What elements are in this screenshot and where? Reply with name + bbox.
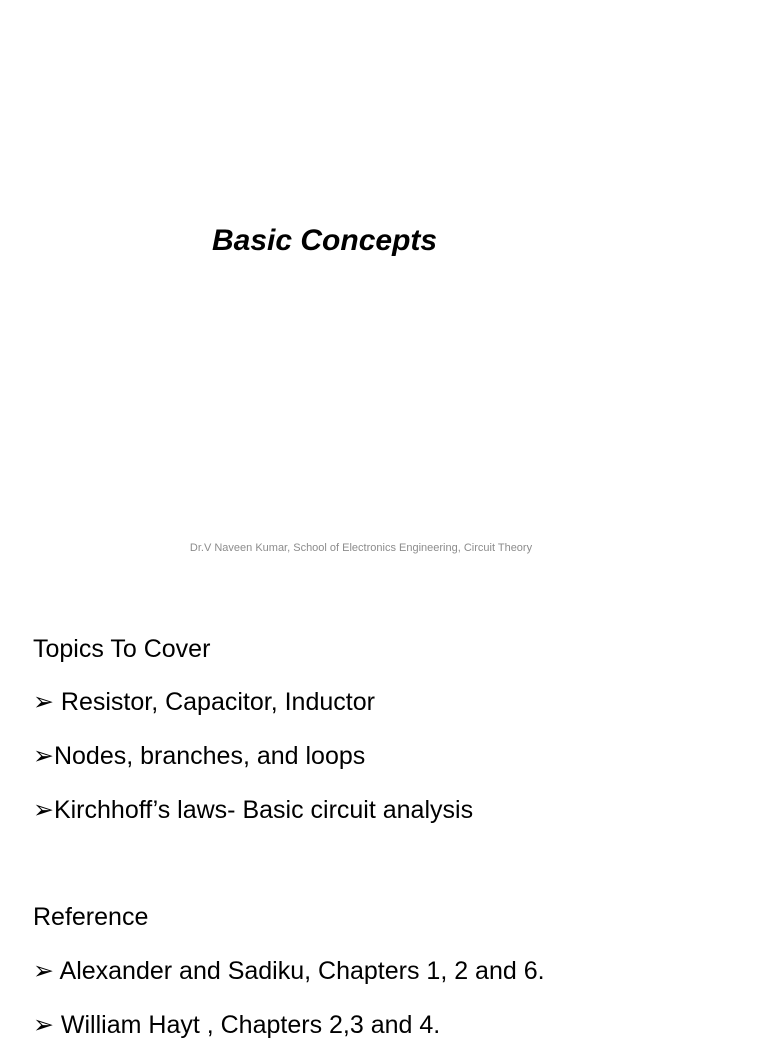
topic-item [33, 741, 365, 771]
topic-item [33, 795, 473, 825]
slide-footer: Dr.V Naveen Kumar, School of Electronics Engineering, Circuit Theory [189, 542, 533, 554]
reference-text: Alexander and Sadiku, Chapters 1, 2 and 6. [53, 957, 545, 985]
arrow-bullet-icon: ➢ [33, 1011, 54, 1039]
arrow-bullet-icon: ➢ [33, 957, 54, 985]
arrow-bullet-icon: ➢ [33, 796, 54, 824]
reference-item [33, 1010, 440, 1040]
topic-item [33, 687, 375, 717]
reference-text: William Hayt , Chapters 2,3 and 4. [53, 1011, 441, 1039]
topic-text: Nodes, branches, and loops [53, 742, 366, 770]
arrow-bullet-icon: ➢ [33, 742, 54, 770]
reference-heading: Reference [33, 903, 149, 931]
reference-item [33, 956, 545, 986]
arrow-bullet-icon: ➢ [33, 688, 54, 716]
topics-slide [0, 578, 768, 1039]
topics-heading: Topics To Cover [33, 635, 211, 663]
topic-text: Resistor, Capacitor, Inductor [53, 688, 375, 716]
slide-title: Basic Concepts [212, 224, 438, 257]
topic-text: Kirchhoff’s laws- Basic circuit analysis [53, 796, 474, 824]
